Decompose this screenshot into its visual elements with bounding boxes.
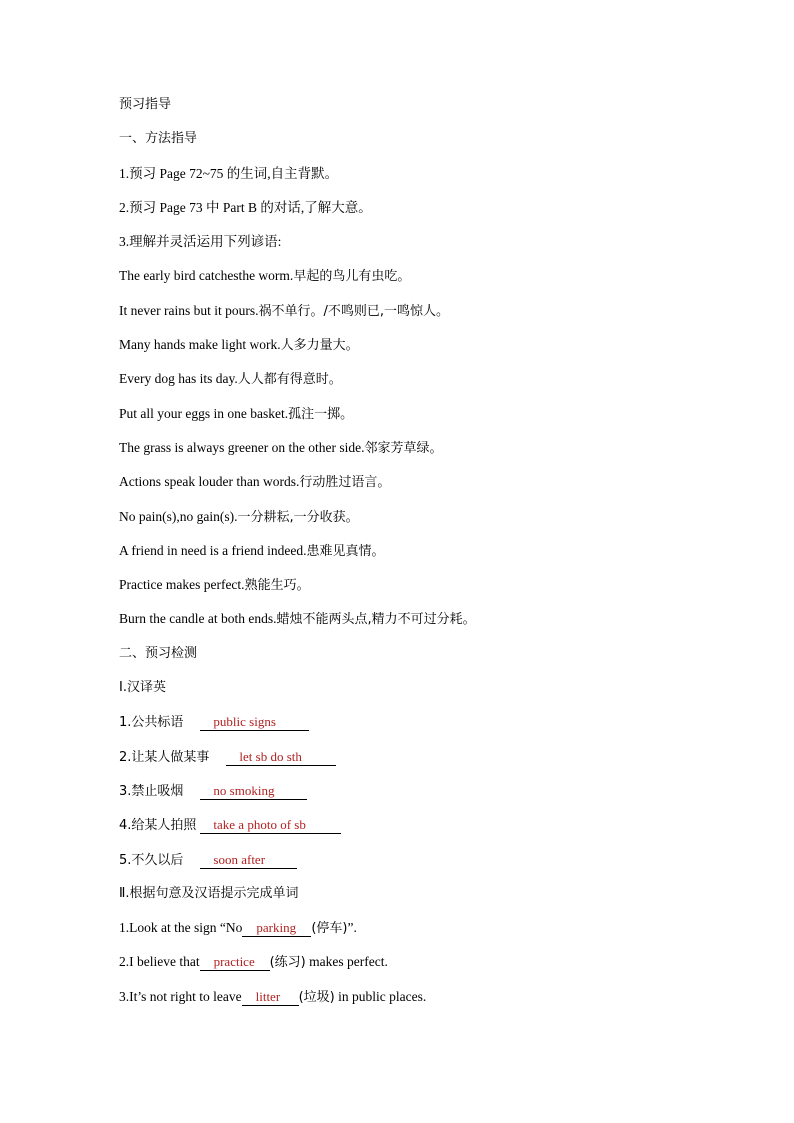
answer-blank: practice [200,954,270,971]
translation-prompt: 4.给某人拍照 [119,818,197,834]
proverb-line [119,367,719,401]
proverb-chinese: 早起的鸟儿有虫吃。 [293,269,411,285]
proverb-line [119,470,719,504]
proverb-english: A friend in need is a friend indeed. [119,542,307,558]
answer-blank: public signs [200,714,309,731]
proverb-english: Put all your eggs in one basket. [119,405,289,421]
proverb-line [119,436,719,470]
translation-prompt: 1.公共标语 [119,715,184,731]
translation-item [119,745,719,779]
answer-blank: take a photo of sb [200,817,341,834]
proverb-english: It never rains but it pours. [119,302,259,318]
proverb-chinese: 邻家芳草绿。 [364,440,443,456]
proverb-line [119,607,719,641]
answer-blank: no smoking [200,783,307,800]
fill-in-item: 3.It’s not right to leave litter (垃圾) in public places. [119,988,427,1005]
fill-in-item: 1.Look at the sign “No parking (停车)”. [119,920,357,937]
method-item: 3.理解并灵活运用下列谚语: [119,234,282,250]
section-2-title: 二、预习检测 [119,645,198,661]
proverb-chinese: 祸不单行。/不鸣则已,一鸣惊人。 [258,303,449,319]
translation-item [119,779,719,813]
translation-item [119,848,719,882]
proverb-line [119,402,719,436]
proverb-english: No pain(s),no gain(s). [119,508,238,524]
translation-item [119,710,719,744]
proverb-english: The grass is always greener on the other side. [119,439,365,455]
answer-blank: litter [242,989,299,1006]
proverb-english: Practice makes perfect. [119,577,245,593]
proverb-line [119,299,719,333]
translation-prompt: 5.不久以后 [119,852,184,868]
proverb-english: Every dog has its day. [119,371,238,387]
page-heading: 预习指导 [119,97,172,112]
translation-prompt: 3.禁止吸烟 [119,783,184,799]
method-item: 2.预习 Page 73 中 Part B 的对话,了解大意。 [119,199,372,215]
proverb-english: Burn the candle at both ends. [119,611,277,627]
section-1-title: 一、方法指导 [119,131,198,147]
part-1-title: Ⅰ.汉译英 [119,680,166,696]
proverb-chinese: 孤注一掷。 [288,406,354,422]
translation-item [119,813,719,847]
answer-blank: parking [242,920,311,937]
part-2-title: Ⅱ.根据句意及汉语提示完成单词 [119,885,299,901]
proverb-chinese: 一分耕耘,一分收获。 [237,509,359,525]
proverb-chinese: 患难见真情。 [306,543,385,559]
proverb-english: Many hands make light work. [119,337,281,353]
document-content [119,93,719,1019]
proverb-line [119,264,719,298]
proverb-line [119,539,719,573]
proverb-chinese: 人人都有得意时。 [237,372,342,388]
proverb-english: Actions speak louder than words. [119,474,300,490]
proverb-english: The early bird catchesthe worm. [119,268,294,284]
proverb-chinese: 行动胜过语言。 [299,475,391,491]
translation-prompt: 2.让某人做某事 [119,749,210,765]
fill-in-item: 2.I believe that practice (练习) makes perfect. [119,954,388,971]
method-item: 1.预习 Page 72~75 的生词,自主背默。 [119,165,339,181]
answer-blank: let sb do sth [226,749,336,766]
proverb-chinese: 熟能生巧。 [244,578,310,594]
proverb-chinese: 人多力量大。 [280,338,359,354]
answer-blank: soon after [200,852,297,869]
proverb-line [119,333,719,367]
proverb-chinese: 蜡烛不能两头点,精力不可过分耗。 [276,612,476,628]
proverb-line [119,505,719,539]
proverb-line [119,573,719,607]
